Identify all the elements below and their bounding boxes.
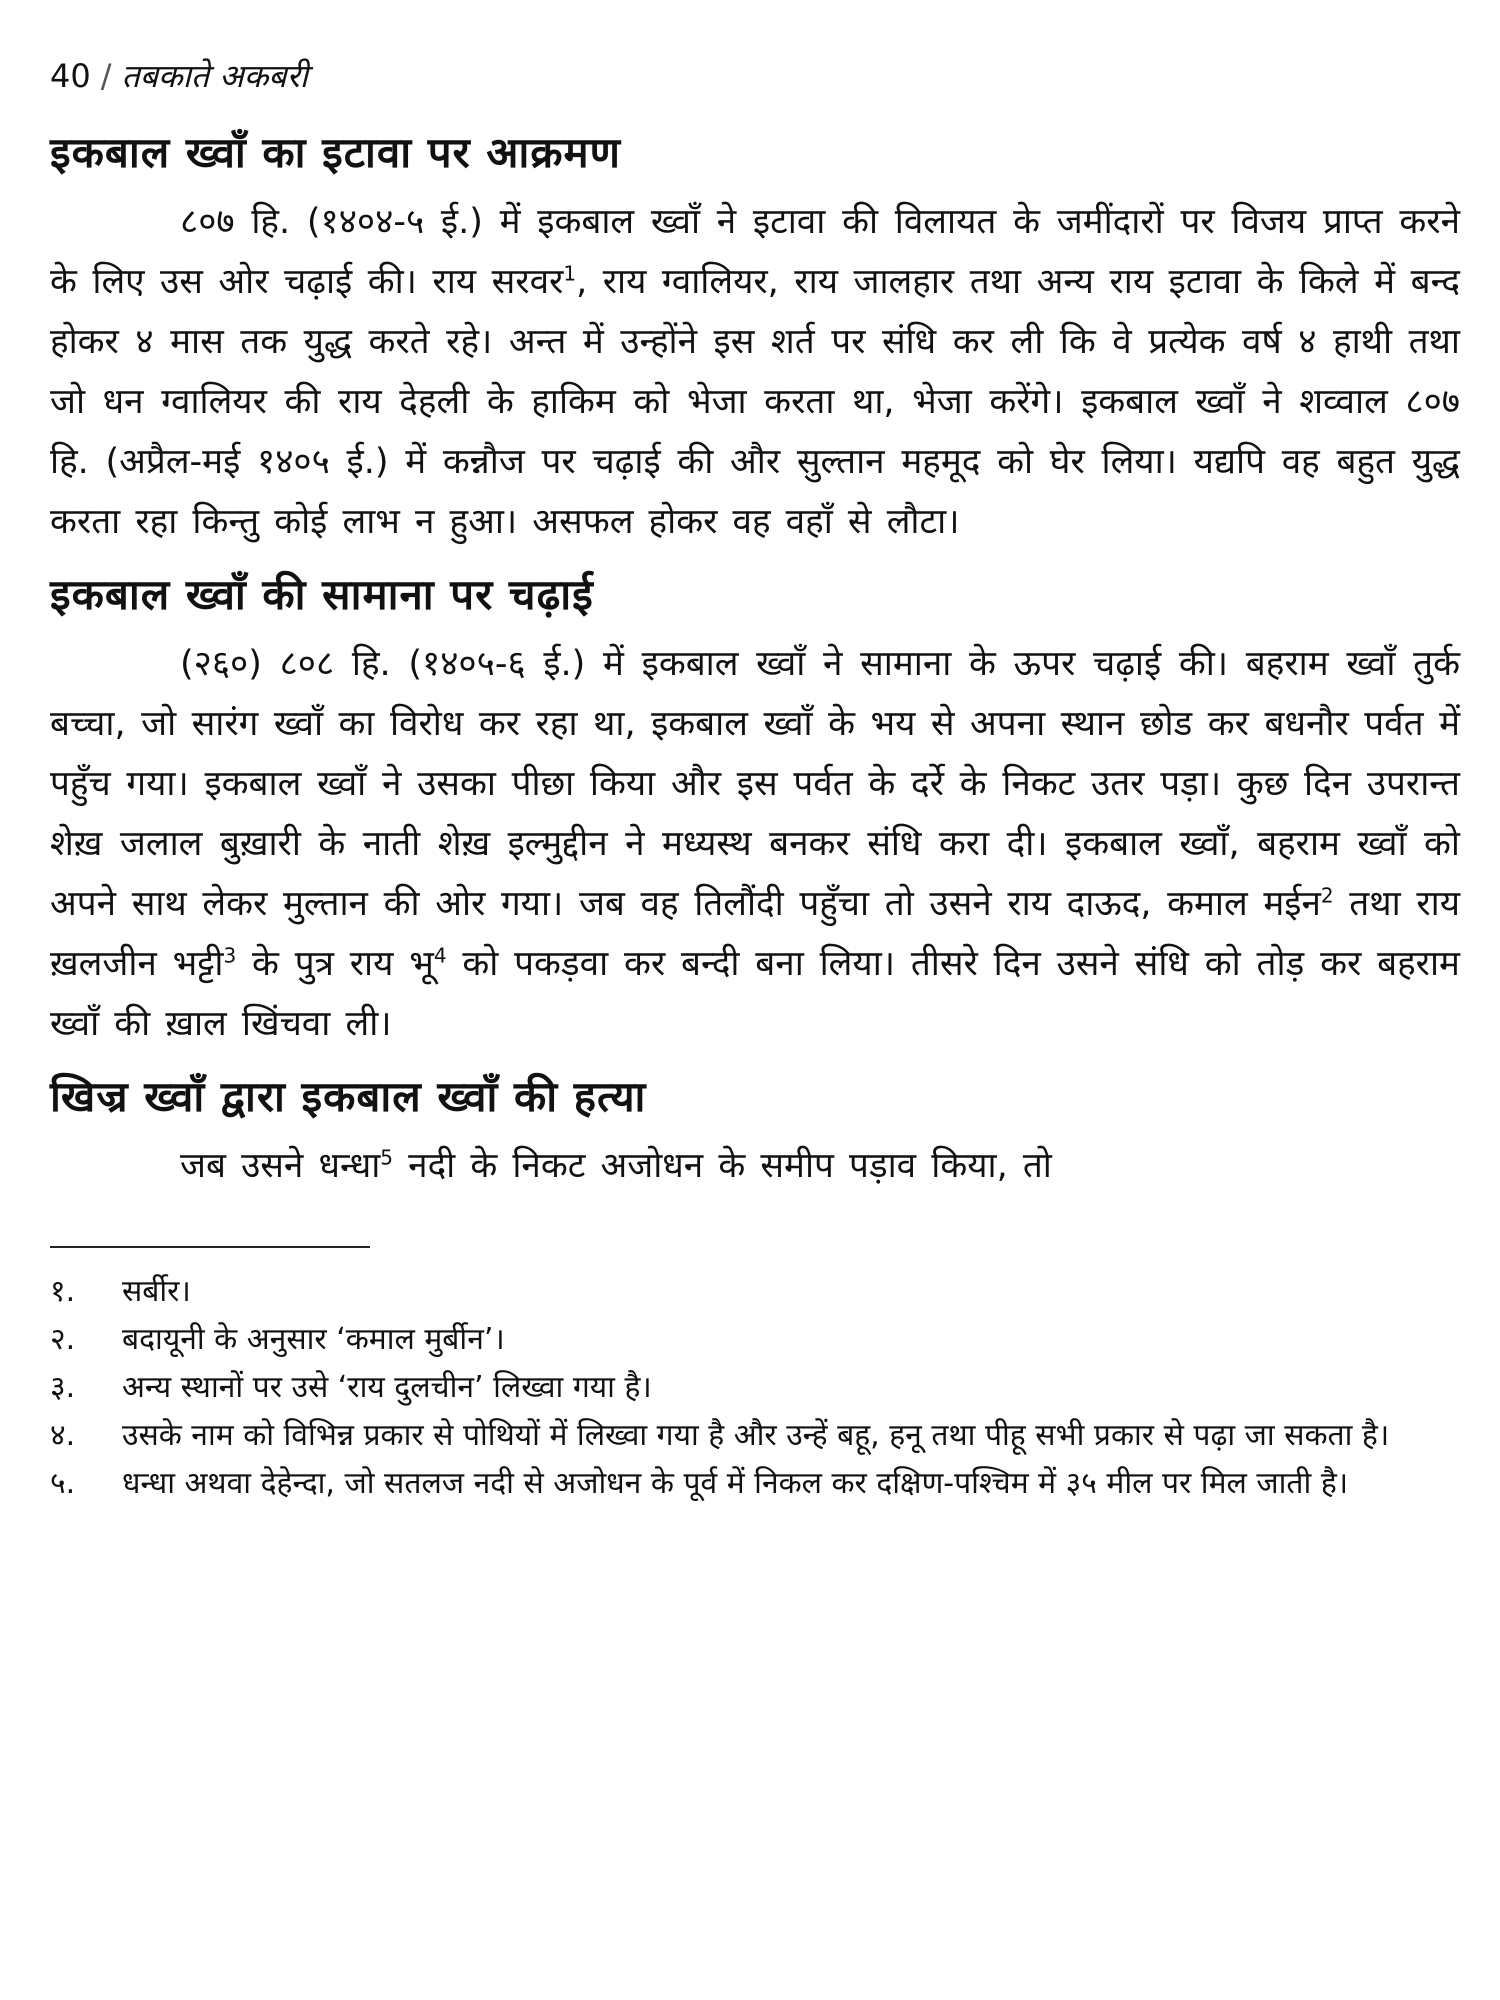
paragraph-murder: जब उसने धन्धा$^5$ नदी के निकट अजोधन के समीप पड़ाव किया, तो xyxy=(180,1145,1052,1186)
footnote-1: १. सर्बीर। xyxy=(50,1274,191,1309)
paragraph-etawah: ८०७ हि. (१४०४-५ ई.) में इकबाल ख्वाँ ने इटावा की विलायत के जमींदारों पर विजय प्राप्त करने के लिए उस ओर चढ़ाई की। राय सरवर$^1$, राय ग्वालियर, राय जालहार तथा अन्य राय इटावा के किले में बन्द होकर ४ मास तक युद्ध करते रहे। अन्त में उन्होंने इस शर्त पर संधि कर ली कि वे प्रत्येक वर्ष ४ हाथी तथा जो धन ग्वालियर की राय देहली के हाकिम को भेजा करता था, भेजा करेंगे। इकबाल ख्वाँ ने शव्वाल ८०७ हि. (अप्रैल-मई १४०५ ई.) में कन्नौज पर चढ़ाई की और सुल्तान महमूद को घेर लिया। यद्यपि वह बहुत युद्ध करता रहा किन्तु कोई लाभ न हुआ। असफल होकर वह वहाँ से लौटा। xyxy=(50,202,1460,542)
footnote-ref-1: 1 xyxy=(563,261,577,286)
book-page xyxy=(50,50,1460,1510)
footnote-3: ३. अन्य स्थानों पर उसे ‘राय दुलचीन’ लिख्वा गया है। xyxy=(50,1370,652,1405)
section-heading-samana: इकबाल ख्वाँ की सामाना पर चढ़ाई xyxy=(50,570,594,619)
footnote-ref-3: 3 xyxy=(223,943,237,968)
page-number: 40 xyxy=(50,57,91,95)
footnote-ref-2: 2 xyxy=(1320,883,1334,908)
section-heading-etawah: इकबाल ख्वाँ का इटावा पर आक्रमण xyxy=(50,128,622,177)
footnote-divider xyxy=(50,1246,370,1248)
footnote-ref-4: 4 xyxy=(433,943,447,968)
footnote-5: ५. धन्धा अथवा देहेन्दा, जो सतलज नदी से अजोधन के पूर्व में निकल कर दक्षिण-पश्चिम में ३५ मील पर मिल जाती है। xyxy=(50,1466,1349,1501)
paragraph-samana: (२६०) ८०८ हि. (१४०५-६ ई.) में इकबाल ख्वाँ ने सामाना के ऊपर चढ़ाई की। बहराम ख्वाँ तुर्क बच्चा, जो सारंग ख्वाँ का विरोध कर रहा था, इकबाल ख्वाँ के भय से अपना स्थान छोड कर बधनौर पर्वत में पहुँच गया। इकबाल ख्वाँ ने उसका पीछा किया और इस पर्वत के दर्रे के निकट उतर पड़ा। कुछ दिन उपरान्त शेख़ जलाल बुख़ारी के नाती शेख़ इल्मुद्दीन ने मध्यस्थ बनकर संधि करा दी। इकबाल ख्वाँ, बहराम ख्वाँ को अपने साथ लेकर मुल्तान की ओर गया। जब वह तिलौंदी पहुँचा तो उसने राय दाऊद, कमाल मईन$^2$ तथा राय ख़लजीन भट्टी$^3$ के पुत्र राय भू$^4$ को पकड़वा कर बन्दी बना लिया। तीसरे दिन उसने संधि को तोड़ कर बहराम ख्वाँ की ख़ाल खिंचवा ली। xyxy=(50,644,1461,1044)
book-title: तबकाते अकबरी xyxy=(121,57,308,95)
footnote-4: ४. उसके नाम को विभिन्न प्रकार से पोथियों में लिख्वा गया है और उन्हें बहू, हनू तथा पीहू सभी प्रकार से पढ़ा जा सकता है। xyxy=(50,1418,1390,1453)
footnote-2: २. बदायूनी के अनुसार ‘कमाल मुर्बीन’। xyxy=(50,1322,505,1357)
running-header xyxy=(50,50,1460,102)
section-heading-murder: खिज्र ख्वाँ द्वारा इकबाल ख्वाँ की हत्या xyxy=(50,1072,647,1121)
footnote-ref-5: 5 xyxy=(380,1145,394,1170)
header-separator: / xyxy=(100,57,112,95)
